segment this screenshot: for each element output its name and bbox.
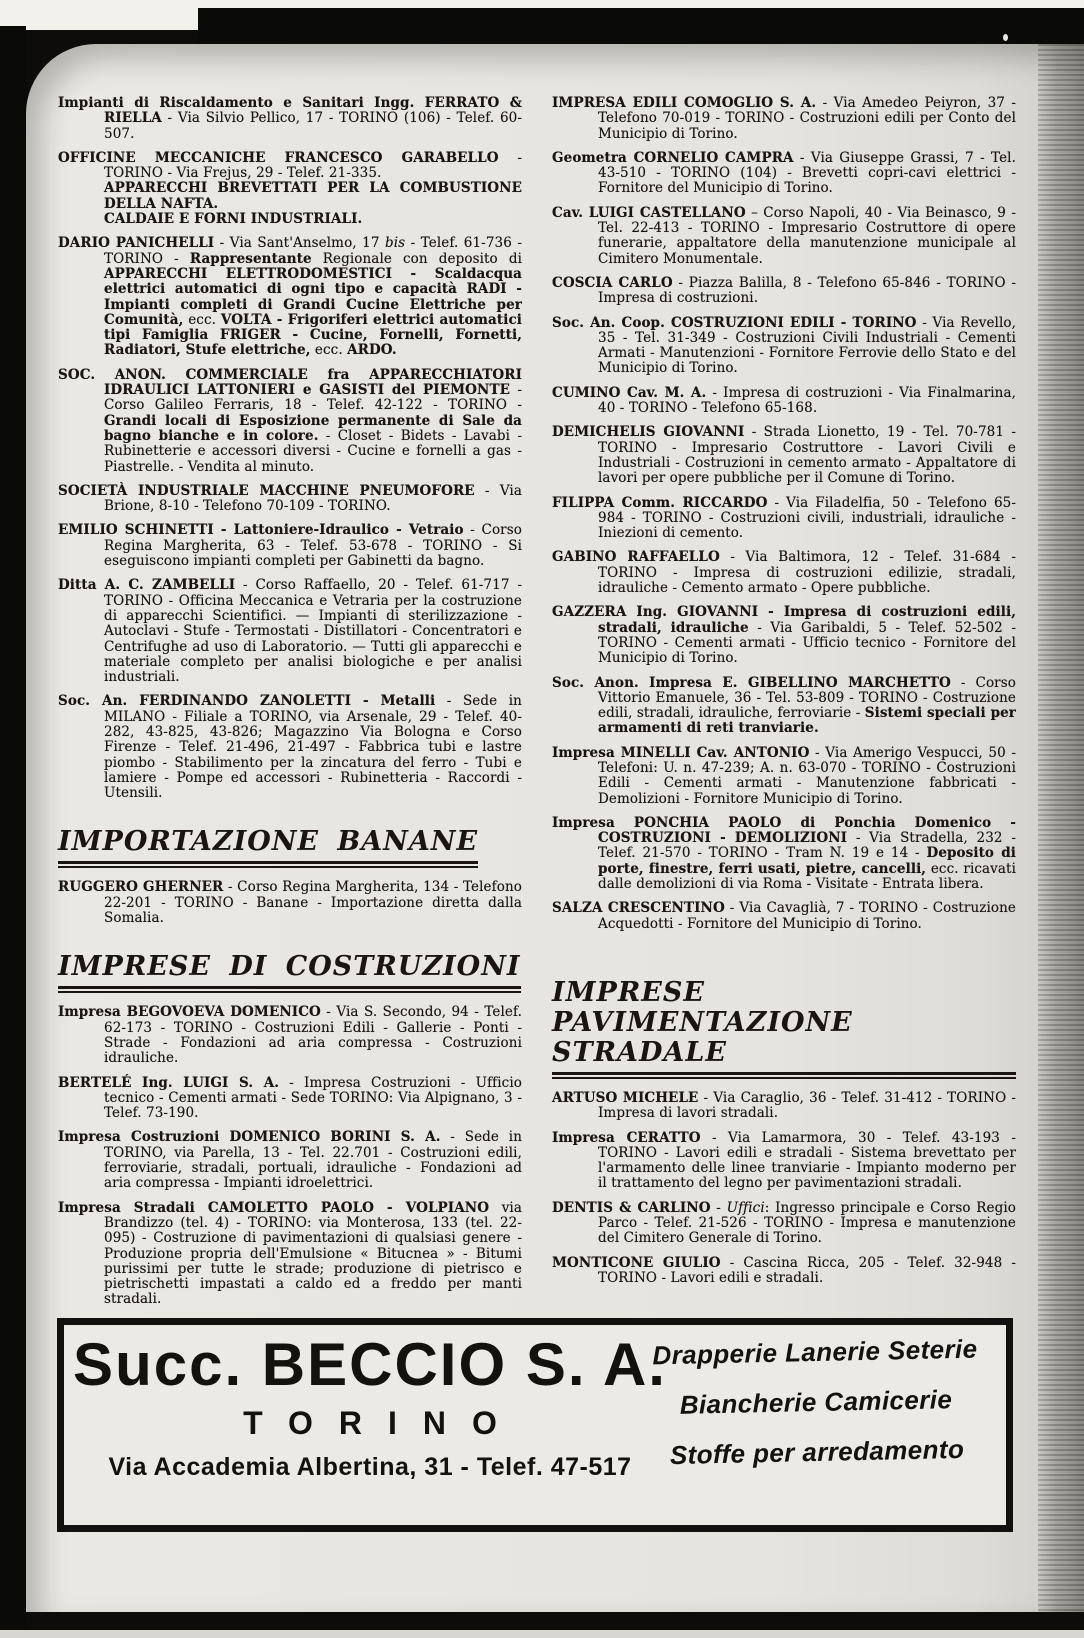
directory-entry: RUGGERO GHERNER - Corso Regina Margherita, 134 - Telefono 22-201 - TORINO - Banane - Importazione diretta dalla Somalia.	[58, 879, 522, 927]
directory-entry: Impresa PONCHIA PAOLO di Ponchia Domenico - COSTRUZIONI - DEMOLIZIONI - Via Stradella, 232 - Telef. 21-570 - TORINO - Tram N. 19 e 14 - Deposito di porte, finestre, ferri usati, pietre, cancelli, ecc. ricavati dalle demolizioni di via Roma - Visitate - Entrata libera.	[552, 814, 1016, 893]
scan-edge-left	[0, 26, 26, 1628]
advert-product-line: Biancherie Camicerie	[679, 1384, 953, 1420]
advert-company-name: Succ. BECCIO S. A.	[73, 1331, 667, 1398]
directory-entry: SOCIETÀ INDUSTRIALE MACCHINE PNEUMOFORE - Via Brione, 8-10 - Telefono 70-109 - TORINO.	[58, 482, 522, 515]
section-heading-imprese-costruzioni	[58, 952, 522, 989]
directory-entry: GABINO RAFFAELLO - Via Baltimora, 12 - Telef. 31-684 - TORINO - Impresa di costruzioni edilizie, stradali, idrauliche - Cemento armato - Opere pubbliche.	[552, 549, 1016, 597]
section-heading-text: IMPORTAZIONE BANANE	[58, 827, 478, 864]
directory-entry: SALZA CRESCENTINO - Via Cavaglià, 7 - TORINO - Costruzione Acquedotti - Fornitore del Municipio di Torino.	[552, 900, 1016, 932]
directory-entry: DENTIS & CARLINO - Uffici: Ingresso principale e Corso Regio Parco - Telef. 21-526 - TORINO - Impresa e manutenzione del Cimitero Generale di Torino.	[552, 1199, 1016, 1247]
section-heading-pavimentazione-stradale	[552, 978, 1016, 1075]
advert-city: TORINO	[243, 1405, 523, 1441]
entry-list-top	[58, 96, 522, 801]
advert-company-block	[70, 1331, 670, 1481]
directory-entry: GAZZERA Ing. GIOVANNI - Impresa di costruzioni edili, stradali, idrauliche - Via Garibaldi, 5 - Telef. 52-502 - TORINO - Cementi armati - Ufficio tecnico - Fornitore del Municipio di Torino.	[552, 604, 1016, 667]
directory-entry: EMILIO SCHINETTI - Lattoniere-Idraulico - Vetraio - Corso Regina Margherita, 63 - Telef. 53-678 - TORINO - Si eseguiscono impianti completi per Gabinetti da bagno.	[58, 522, 522, 570]
entry-list-costruzioni-left	[58, 1005, 522, 1307]
directory-entry: Impresa Stradali CAMOLETTO PAOLO - VOLPIANO via Brandizzo (tel. 4) - TORINO: via Monterosa, 133 (tel. 22-095) - Costruzione di pavimentazioni di qualsiasi genere - Produzione propria dell'Emulsione « Bitucnea » - Bitumi purissimi per tutte le strade; produzione di pietrisco e pietrischetti impastati a caldo ed a freddo per manti stradali.	[58, 1199, 522, 1308]
entry-list-pavimentazione	[552, 1091, 1016, 1286]
right-column	[552, 96, 1016, 1295]
page-gutter-shadow	[1038, 44, 1084, 1612]
directory-entry: Soc. Anon. Impresa E. GIBELLINO MARCHETTO - Corso Vittorio Emanuele, 36 - Tel. 53-809 - TORINO - Costruzione edili, stradali, idrauliche, ferroviarie - Sistemi speciali per armamenti di reti tranviarie.	[552, 674, 1017, 737]
scan-edge-bottom	[0, 1630, 1084, 1638]
directory-entry: Impianti di Riscaldamento e Sanitari Ingg. FERRATO & RIELLA - Via Silvio Pellico, 17 - TORINO (106) - Telef. 60-507.	[58, 95, 522, 142]
directory-entry: Geometra CORNELIO CAMPRA - Via Giuseppe Grassi, 7 - Tel. 43-510 - TORINO (104) - Brevetti copri-cavi elettrici - Fornitore del Municipio di Torino.	[552, 149, 1016, 197]
directory-entry: Soc. An. Coop. COSTRUZIONI EDILI - TORINO - Via Revello, 35 - Tel. 31-349 - Costruzioni Civili Industriali - Cementi Armati - Manutenzioni - Fornitore Ferrovie dello Stato e del Municipio di Torino.	[552, 314, 1016, 377]
directory-entry: Ditta A. C. ZAMBELLI - Corso Raffaello, 20 - Telef. 61-717 - TORINO - Officina Meccanica e Vetraria per la costruzione di apparecchi Scientifici. — Impianti di sterilizzazione - Autoclavi - Stufe - Termostati - Distillatori - Concentratori e Centrifughe ad uso di Laboratorio. — Tutti gli apparecchi e materiale completo per analisi biologiche e per analisi industriali.	[58, 577, 522, 686]
advert-products-block	[639, 1333, 994, 1471]
directory-entry: COSCIA CARLO - Piazza Balilla, 8 - Telefono 65-846 - TORINO - Impresa di costruzioni.	[552, 274, 1016, 307]
directory-entry: Soc. An. FERDINANDO ZANOLETTI - Metalli - Sede in MILANO - Filiale a TORINO, via Arsenale, 29 - Telef. 40-282, 43-825, 43-826; Magazzino Via Bologna e Corso Firenze - Telef. 21-496, 21-497 - Fabbrica tubi e lastre piombo - Stabilimento per la zincatura del ferro - Tubi e lamiere - Pompe ed accessori - Rubinetteria - Raccordi - Utensili.	[58, 693, 522, 802]
directory-entry: ARTUSO MICHELE - Via Caraglio, 36 - Telef. 31-412 - TORINO - Impresa di lavori stradali.	[552, 1089, 1017, 1122]
entry-list-costruzioni-right	[552, 96, 1016, 932]
entry-list-banane	[58, 880, 522, 926]
directory-entry: SOC. ANON. COMMERCIALE fra APPARECCHIATORI IDRAULICI LATTONIERI e GASISTI del PIEMONTE - Corso Galileo Ferraris, 18 - Telef. 42-122 - TORINO - Grandi locali di Esposizione permanente di Sale da bagno bianche e in colore. - Closet - Bidets - Lavabi - Rubinetterie e accessori diversi - Cucine e fornelli a gas - Piastrelle. - Vendita al minuto.	[58, 366, 522, 475]
left-column	[58, 96, 522, 1317]
directory-entry: MONTICONE GIULIO - Cascina Ricca, 205 - Telef. 32-948 - TORINO - Lavori edili e stradali.	[552, 1254, 1016, 1286]
directory-entry: OFFICINE MECCANICHE FRANCESCO GARABELLO - TORINO - Via Frejus, 29 - Telef. 21-335. APPARECCHI BREVETTATI PER LA COMBUSTIONE DELLA NAFTA. CALDAIE E FORNI INDUSTRIALI.	[58, 149, 522, 228]
directory-entry: BERTELÉ Ing. LUIGI S. A. - Impresa Costruzioni - Ufficio tecnico - Cementi armati - Sede TORINO: Via Alpignano, 3 - Telef. 73-190.	[58, 1074, 522, 1122]
directory-entry: Impresa BEGOVOEVA DOMENICO - Via S. Secondo, 94 - Telef. 62-173 - TORINO - Costruzioni Edili - Gallerie - Ponti - Strade - Fondazioni ad aria compressa - Costruzioni idrauliche.	[58, 1004, 522, 1067]
advert-beccio	[57, 1318, 1013, 1532]
advert-product-line: Drapperie Lanerie Seterie	[652, 1333, 978, 1371]
directory-entry: Impresa Costruzioni DOMENICO BORINI S. A. - Sede in TORINO, via Parella, 13 - Tel. 22.701 - Costruzioni edili, ferroviarie, stradali, portuali, idrauliche - Fondazioni ad aria compressa - Impianti idroelettrici.	[58, 1129, 522, 1192]
directory-entry: Impresa MINELLI Cav. ANTONIO - Via Amerigo Vespucci, 50 - Telefoni: U. n. 47-239; A. n. 63-070 - TORINO - Costruzioni Edili - Cementi armati - Manutenzione fabbricati - Demolizioni - Fornitore Municipio di Torino.	[552, 744, 1017, 807]
section-heading-text: IMPRESE DI COSTRUZIONI	[58, 952, 521, 989]
directory-entry: FILIPPA Comm. RICCARDO - Via Filadelfia, 50 - Telefono 65-984 - TORINO - Costruzioni civili, industriali, idrauliche - Iniezioni di cemento.	[552, 494, 1016, 542]
directory-entry: DEMICHELIS GIOVANNI - Strada Lionetto, 19 - Tel. 70-781 - TORINO - Impresario Costruttore - Lavori Civili e Industriali - Costruzioni in cemento armato - Appaltatore di lavori per opere pubbliche per il Comune di Torino.	[552, 424, 1016, 487]
dust-speck	[1003, 34, 1008, 41]
directory-entry: IMPRESA EDILI COMOGLIO S. A. - Via Amedeo Peiyron, 37 - Telefono 70-019 - TORINO - Costruzioni edili per Conto del Municipio di Torino.	[552, 95, 1017, 142]
directory-entry: Cav. LUIGI CASTELLANO – Corso Napoli, 40 - Via Beinasco, 9 - Tel. 22-413 - TORINO - Impresario Costruttore di opere funerarie, appaltatore della manutenzione municipale al Cimitero Monumentale.	[552, 204, 1016, 267]
section-heading-text: IMPRESE PAVIMENTAZIONE STRADALE	[552, 978, 1016, 1075]
directory-entry: DARIO PANICHELLI - Via Sant'Anselmo, 17 bis - Telef. 61-736 - TORINO - Rappresentante Regionale con deposito di APPARECCHI ELETTRODOMESTICI - Scaldacqua elettrici automatici di ogni tipo e capacità RADI - Impianti completi di Grandi Cucine Elettriche per Comunità, ecc. VOLTA - Frigoriferi elettrici automatici tipi Famiglia FRIGER - Cucine, Fornelli, Fornetti, Radiatori, Stufe elettriche, ecc. ARDO.	[58, 235, 522, 359]
advert-address: Via Accademia Albertina, 31 - Telef. 47-517	[108, 1453, 632, 1481]
advert-product-line: Stoffe per arredamento	[669, 1433, 965, 1471]
section-heading-importazione-banane	[58, 827, 522, 864]
directory-entry: CUMINO Cav. M. A. - Impresa di costruzioni - Via Finalmarina, 40 - TORINO - Telefono 65-168.	[552, 384, 1016, 417]
directory-entry: Impresa CERATTO - Via Lamarmora, 30 - Telef. 43-193 - TORINO - Lavori edili e stradali - Sistema brevettato per l'armamento delle linee tranviarie - Impianto moderno per il trattamento del legno per pavimentazioni stradali.	[552, 1129, 1016, 1192]
scan-edge-white-corner	[0, 0, 224, 30]
